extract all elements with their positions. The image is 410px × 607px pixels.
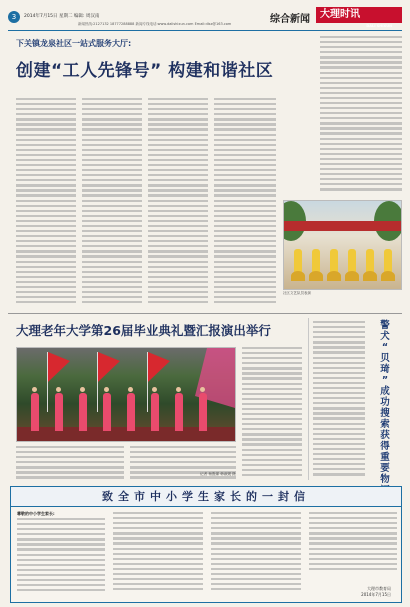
dancer-skirt — [309, 271, 323, 281]
performer-figure — [103, 393, 111, 431]
article1-column-4 — [214, 98, 276, 310]
title-char: 功 — [380, 397, 390, 408]
red-flag — [98, 352, 120, 382]
newspaper-brand — [316, 7, 402, 28]
title-char: 获 — [380, 430, 390, 441]
article1-column-1 — [16, 98, 76, 310]
performer-figure — [127, 393, 135, 431]
article2-column-1 — [16, 446, 124, 480]
article1-photo-caption: 社区文艺队员表演 — [283, 291, 311, 295]
red-flag — [48, 352, 70, 382]
sign-org: 大理市教育局 — [367, 586, 391, 591]
title-char: 贝 — [380, 353, 390, 364]
article1-right-column — [320, 36, 402, 196]
letter-salutation: 尊敬的中小学生家长: — [17, 511, 55, 516]
flag-pole — [147, 352, 148, 412]
sidebar-vertical-title — [369, 320, 401, 496]
title-char: 搜 — [380, 408, 390, 419]
title-char: 犬 — [380, 331, 390, 342]
red-banner — [284, 221, 401, 231]
column-divider — [308, 318, 309, 480]
dancer-figure — [294, 249, 302, 273]
dancer-skirt — [327, 271, 341, 281]
letter-signature — [361, 586, 391, 598]
dancer-figure — [348, 249, 356, 273]
performer-figure — [31, 393, 39, 431]
performer-head — [200, 387, 205, 392]
title-char: 重 — [380, 452, 390, 463]
article1-kicker: 下关镇龙泉社区一站式服务大厅: — [16, 39, 132, 48]
title-char: 索 — [380, 419, 390, 430]
flag-pole — [47, 352, 48, 412]
title-char: 得 — [380, 441, 390, 452]
section-divider — [8, 313, 402, 314]
article2-photo — [16, 347, 236, 442]
title-char: “ — [381, 342, 389, 353]
page-number: 3 — [8, 11, 20, 23]
red-flag — [148, 352, 170, 382]
parent-letter-box — [10, 486, 402, 603]
flag-pole — [97, 352, 98, 412]
article2-column-right — [242, 347, 302, 479]
article1-headline: 创建“工人先锋号” 构建和谐社区 — [16, 61, 274, 81]
performer-figure — [79, 393, 87, 431]
sign-date: 2014年7月15日 — [361, 592, 391, 597]
section-name: 综合新闻 — [270, 14, 310, 25]
letter-column-3 — [211, 512, 301, 598]
performer-figure — [175, 393, 183, 431]
performer-head — [56, 387, 61, 392]
performer-head — [104, 387, 109, 392]
letter-title: 致全市中小学生家长的一封信 — [11, 487, 401, 507]
performer-head — [80, 387, 85, 392]
title-char: 琦 — [380, 364, 390, 375]
title-char: 成 — [380, 386, 390, 397]
performer-figure — [199, 393, 207, 431]
dancer-figure — [366, 249, 374, 273]
issue-date-editor: 2014年7月15日 星期二 编辑: 周汉南 — [24, 14, 100, 19]
performer-figure — [151, 393, 159, 431]
performer-head — [32, 387, 37, 392]
dancer-skirt — [381, 271, 395, 281]
brand-name: 大理时讯 — [320, 9, 360, 20]
brand-english: DALI SHIXUN — [366, 24, 392, 28]
article1-photo — [283, 200, 402, 290]
dancer-skirt — [345, 271, 359, 281]
performer-head — [176, 387, 181, 392]
dancer-skirt — [291, 271, 305, 281]
article1-column-2 — [82, 98, 142, 310]
dancer-figure — [384, 249, 392, 273]
performer-head — [128, 387, 133, 392]
performer-figure — [55, 393, 63, 431]
title-char: ” — [381, 375, 389, 386]
title-char: 要 — [380, 463, 390, 474]
contact-line: 新闻热线:2127132 18777288888 新闻专线电话:www.dalishixun.com Email:dlsx@163.com — [78, 22, 232, 26]
dancer-figure — [330, 249, 338, 273]
article2-reporter: 记者 杨胜娣 韩淑媛 摄 — [200, 472, 236, 476]
title-char: 物 — [380, 474, 390, 485]
article1-column-3 — [148, 98, 208, 310]
dancer-skirt — [363, 271, 377, 281]
title-char: 警 — [380, 320, 390, 331]
header-rule — [8, 30, 402, 31]
sidebar-body — [313, 321, 365, 479]
dancer-figure — [312, 249, 320, 273]
letter-column-1 — [17, 518, 105, 598]
article2-headline: 大理老年大学第26届毕业典礼暨汇报演出举行 — [16, 323, 271, 338]
letter-column-2 — [113, 512, 203, 598]
performer-head — [152, 387, 157, 392]
letter-column-4 — [309, 512, 397, 578]
